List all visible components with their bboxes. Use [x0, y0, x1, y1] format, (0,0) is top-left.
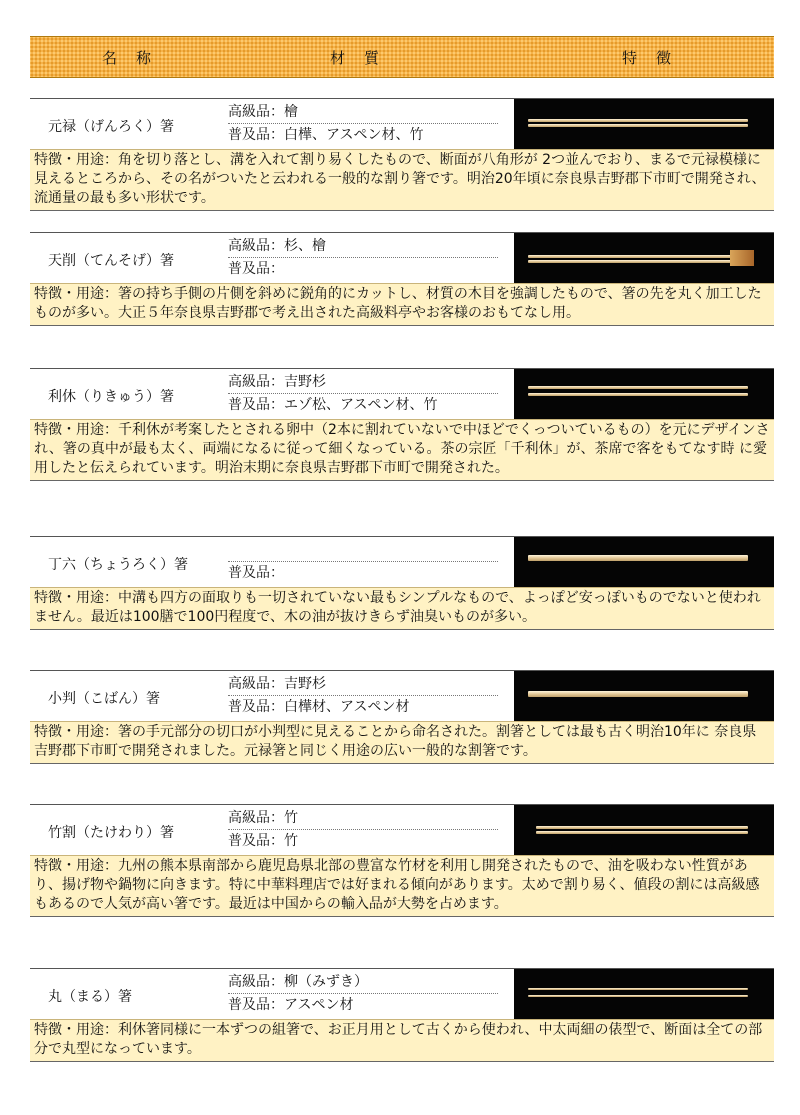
- chopstick-entry-koban: [30, 670, 774, 764]
- chopstick-photo: [514, 969, 774, 1019]
- chopstick-name: 利休（りきゅう）箸: [48, 389, 174, 405]
- feature-description: 特徴・用途：箸の手元部分の切口が小判型に見えることから命名された。割箸としては最も古く明治10年に 奈良県吉野郡下市町で開発されました。元禄箸と同じく用途の広い一般的な割箸です。: [30, 721, 774, 764]
- feature-description: 特徴・用途：利休箸同様に一本ずつの組箸で、お正月用として古くから使われ、中太両細の俵型で、断面は全ての部分で丸型になっています。: [30, 1019, 774, 1062]
- chopstick-entry-genroku: [30, 98, 774, 211]
- material-high: 高級品：杉、檜: [228, 235, 498, 258]
- chopstick-name: 元禄（げんろく）箸: [48, 119, 174, 135]
- chopstick-entry-tensoge: [30, 232, 774, 326]
- material-high: 高級品：吉野杉: [228, 673, 498, 696]
- chopstick-photo: [514, 99, 774, 149]
- material-high: 高級品：竹: [228, 807, 498, 830]
- material-low: 普及品：竹: [228, 833, 298, 849]
- chopstick-photo: [514, 369, 774, 419]
- material-low: 普及品：: [228, 261, 284, 277]
- material-low: 普及品：エゾ松、アスペン材、竹: [228, 397, 438, 413]
- chopstick-photo: [514, 805, 774, 855]
- material-low: 普及品：アスペン材: [228, 997, 354, 1013]
- material-low: 普及品：白樺、アスペン材、竹: [228, 127, 424, 143]
- feature-description: 特徴・用途：千利休が考案したとされる卵中（2本に割れていないで中ほどでくっついているもの）を元にデザインされ、箸の真中が最も太く、両端になるに従って細くなっている。茶の宗匠「千利休」が、茶席で客をもてなす時 に愛用したと伝えられています。明治末期に奈良県吉野郡下市町で開発された。: [30, 419, 774, 481]
- chopstick-photo: [514, 537, 774, 587]
- chopstick-entry-maru: [30, 968, 774, 1062]
- material-high: [228, 539, 498, 562]
- feature-description: 特徴・用途：箸の持ち手側の片側を斜めに鋭角的にカットし、材質の木目を強調したもので、箸の先を丸く加工したものが多い。大正５年奈良県吉野郡で考え出された高級料亭やお客様のおもてなし用。: [30, 283, 774, 326]
- chopstick-name: 天削（てんそげ）箸: [48, 253, 174, 269]
- chopstick-photo: [514, 671, 774, 721]
- material-low: 普及品：白樺材、アスペン材: [228, 699, 410, 715]
- chopstick-entry-choroku: [30, 536, 774, 630]
- material-high: 高級品：吉野杉: [228, 371, 498, 394]
- chopstick-name: 丁六（ちょうろく）箸: [48, 557, 188, 573]
- material-low: 普及品：: [228, 565, 284, 581]
- header-feature: 特 徴: [622, 48, 674, 67]
- header-material: 材 質: [330, 48, 382, 67]
- header-name: 名 称: [102, 48, 154, 67]
- material-high: 高級品：柳（みずき）: [228, 971, 498, 994]
- chopstick-photo: [514, 233, 774, 283]
- feature-description: 特徴・用途：角を切り落とし、溝を入れて割り易くしたもので、断面が八角形が 2つ並んでおり、まるで元禄模様に見えるところから、その名がついたと云われる一般的な割り箸です。明治20年頃に奈良県吉野郡下市町で開発され、流通量の最も多い形状です。: [30, 149, 774, 211]
- feature-description: 特徴・用途：中溝も四方の面取りも一切されていない最もシンプルなもので、よっぽど安っぽいものでないと使われません。最近は100膳で100円程度で、木の油が抜けきらず油臭いものが多い。: [30, 587, 774, 630]
- chopstick-name: 丸（まる）箸: [48, 989, 132, 1005]
- feature-description: 特徴・用途：九州の熊本県南部から鹿児島県北部の豊富な竹材を利用し開発されたもので、油を吸わない性質があり、揚げ物や鍋物に向きます。特に中華料理店では好まれる傾向があります。太めで割り易く、値段の割には高級感もあるので人気が高い箸です。最近は中国からの輸入品が大勢を占めます。: [30, 855, 774, 917]
- chopstick-entry-takewari: [30, 804, 774, 917]
- chopstick-entry-rikyu: [30, 368, 774, 481]
- material-high: 高級品：檜: [228, 101, 498, 124]
- chopstick-name: 竹割（たけわり）箸: [48, 825, 174, 841]
- table-header: [30, 36, 774, 78]
- chopstick-name: 小判（こばん）箸: [48, 691, 160, 707]
